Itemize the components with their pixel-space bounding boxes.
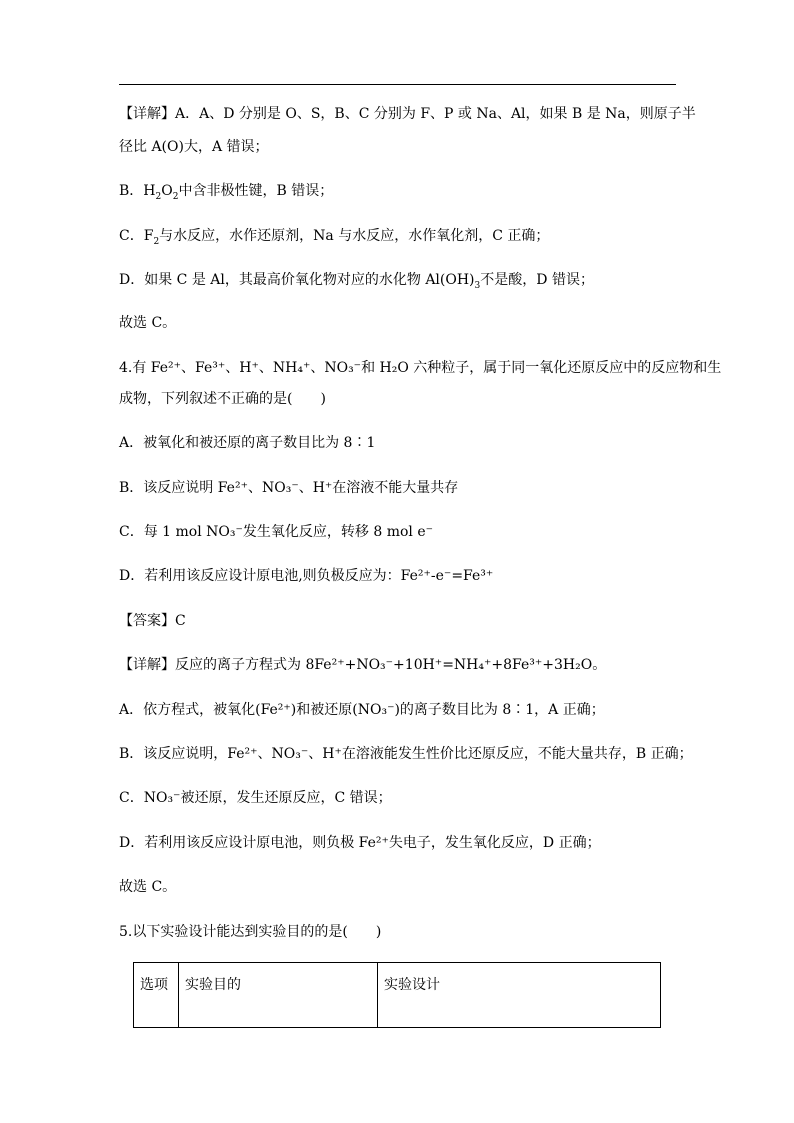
header-rule [119, 84, 676, 85]
q4-explain-d: D．若利用该反应设计原电池，则负极 Fe²⁺失电子，发生氧化反应，D 正确； [119, 835, 601, 851]
q5-table [133, 962, 661, 1028]
table-header-purpose: 实验目的 [179, 963, 378, 1028]
q4-stem-line-2: 成物，下列叙述不正确的是( ) [119, 391, 326, 407]
q4-option-c: C．每 1 mol NO₃⁻发生氧化反应，转移 8 mol e⁻ [119, 524, 433, 540]
q4-stem-line-1: 4.有 Fe²⁺、Fe³⁺、H⁺、NH₄⁺、NO₃⁻和 H₂O 六种粒子，属于同一氧化还原反应中的反应物和生 [119, 360, 722, 376]
table-header-row [134, 963, 661, 1028]
analysis-line-1: 【详解】A．A、D 分别是 O、S，B、C 分别为 F、P 或 Na、Al，如果 B 是 Na，则原子半 [119, 106, 696, 122]
analysis-d: D．如果 C 是 Al，其最高价氧化物对应的水化物 $Al(OH)_3$不是酸，D 错误； [119, 272, 594, 291]
q4-answer: 【答案】C [119, 613, 186, 629]
q4-option-a: A．被氧化和被还原的离子数目比为 8∶1 [119, 435, 376, 451]
table-header-option: 选项 [134, 963, 179, 1028]
analysis-line-2: 径比 A(O)大，A 错误； [119, 139, 269, 155]
analysis-conclusion: 故选 C。 [119, 315, 177, 331]
analysis-b: B．$H_2O_2$中含非极性键，B 错误； [119, 183, 334, 202]
q5-stem: 5.以下实验设计能达到实验目的的是( ) [119, 924, 382, 940]
q4-explain-a: A．依方程式，被氧化(Fe²⁺)和被还原(NO₃⁻)的离子数目比为 8∶1，A 正确； [119, 702, 605, 718]
q4-conclusion: 故选 C。 [119, 879, 177, 895]
q4-detail: 【详解】反应的离子方程式为 8Fe²⁺+NO₃⁻+10H⁺=NH₄⁺+8Fe³⁺+3H₂O。 [119, 657, 607, 673]
analysis-c: C．$F_2$与水反应，水作还原剂，Na 与水反应，水作氧化剂，C 正确； [119, 228, 550, 247]
q4-explain-b: B．该反应说明，Fe²⁺、NO₃⁻、H⁺在溶液能发生性价比还原反应，不能大量共存，B 正确； [119, 746, 693, 762]
q4-option-d: D．若利用该反应设计原电池,则负极反应为：Fe²⁺-e⁻=Fe³⁺ [119, 568, 494, 584]
q4-option-b: B．该反应说明 Fe²⁺、NO₃⁻、H⁺在溶液不能大量共存 [119, 480, 459, 496]
table-header-design: 实验设计 [378, 963, 661, 1028]
q4-explain-c: C．NO₃⁻被还原，发生还原反应，C 错误； [119, 790, 392, 806]
